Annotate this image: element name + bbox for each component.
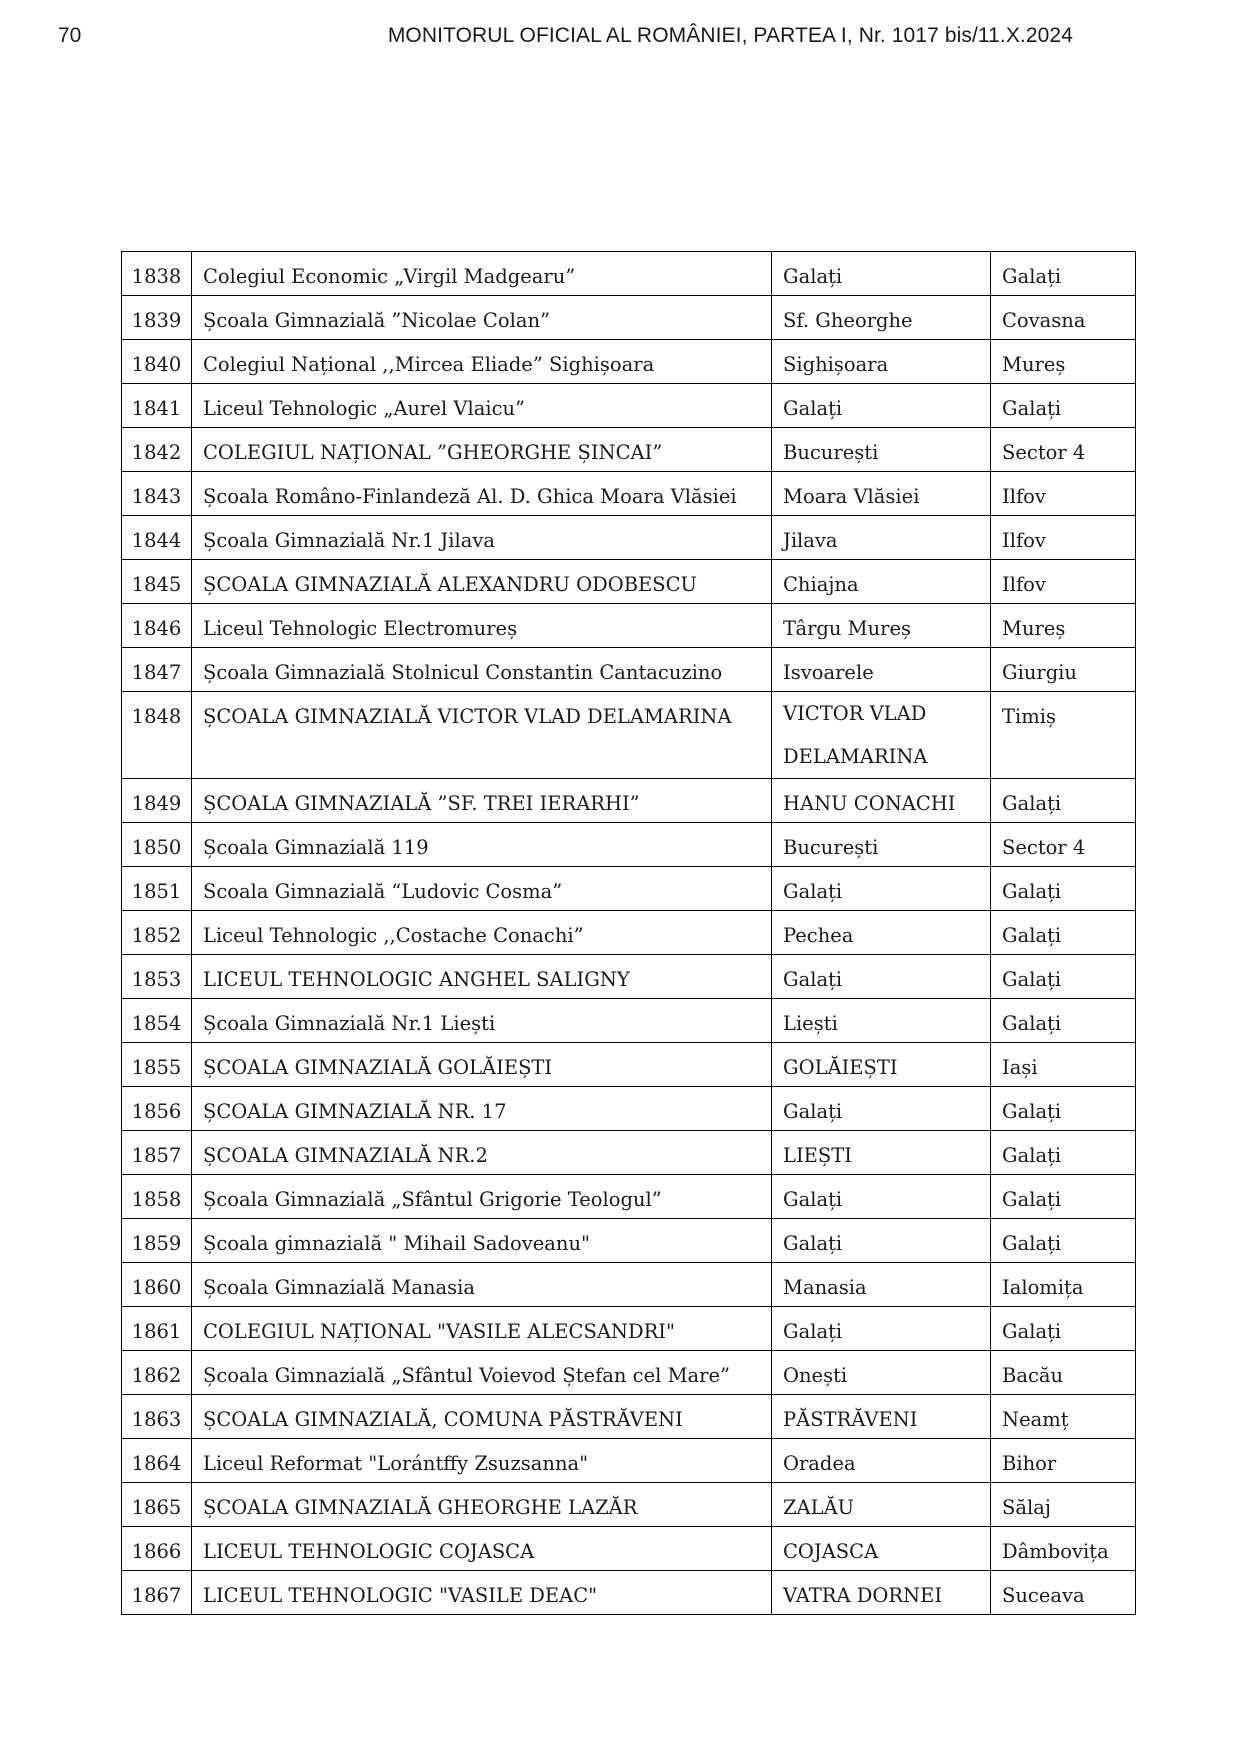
county-cell: Bacău xyxy=(991,1351,1136,1395)
table-row xyxy=(122,1439,1136,1483)
county-cell: Iași xyxy=(991,1043,1136,1087)
school-name-cell: ȘCOALA GIMNAZIALĂ GOLĂIEȘTI xyxy=(192,1043,772,1087)
locality-cell: VICTOR VLAD DELAMARINA xyxy=(772,692,991,779)
table-row xyxy=(122,1395,1136,1439)
county-cell: Galați xyxy=(991,252,1136,296)
county-cell: Sălaj xyxy=(991,1483,1136,1527)
school-name-cell: Colegiul Economic „Virgil Madgearu” xyxy=(192,252,772,296)
table-row xyxy=(122,823,1136,867)
school-name-cell: Școala Gimnazială „Sfântul Voievod Ștefan cel Mare” xyxy=(192,1351,772,1395)
county-cell: Galați xyxy=(991,1175,1136,1219)
table-row xyxy=(122,1483,1136,1527)
locality-cell: București xyxy=(772,823,991,867)
school-name-cell: Scoala Gimnazială “Ludovic Cosma” xyxy=(192,867,772,911)
table-row xyxy=(122,999,1136,1043)
county-cell: Mureș xyxy=(991,604,1136,648)
county-cell: Ilfov xyxy=(991,560,1136,604)
row-number-cell: 1847 xyxy=(122,648,192,692)
school-name-cell: Colegiul Național ,,Mircea Eliade” Sighișoara xyxy=(192,340,772,384)
table-row xyxy=(122,1131,1136,1175)
county-cell: Galați xyxy=(991,1087,1136,1131)
county-cell: Galați xyxy=(991,999,1136,1043)
school-name-cell: ȘCOALA GIMNAZIALĂ ALEXANDRU ODOBESCU xyxy=(192,560,772,604)
county-cell: Galați xyxy=(991,1219,1136,1263)
row-number-cell: 1861 xyxy=(122,1307,192,1351)
county-cell: Sector 4 xyxy=(991,428,1136,472)
locality-cell: Onești xyxy=(772,1351,991,1395)
table-row xyxy=(122,911,1136,955)
county-cell: Covasna xyxy=(991,296,1136,340)
table-row xyxy=(122,604,1136,648)
table-row xyxy=(122,1527,1136,1571)
row-number-cell: 1840 xyxy=(122,340,192,384)
locality-cell: PĂSTRĂVENI xyxy=(772,1395,991,1439)
row-number-cell: 1859 xyxy=(122,1219,192,1263)
locality-cell: COJASCA xyxy=(772,1527,991,1571)
row-number-cell: 1860 xyxy=(122,1263,192,1307)
school-name-cell: Școala Gimnazială Nr.1 Liești xyxy=(192,999,772,1043)
row-number-cell: 1855 xyxy=(122,1043,192,1087)
row-number-cell: 1862 xyxy=(122,1351,192,1395)
row-number-cell: 1863 xyxy=(122,1395,192,1439)
school-name-cell: ȘCOALA GIMNAZIALĂ VICTOR VLAD DELAMARINA xyxy=(192,692,772,779)
locality-cell: Oradea xyxy=(772,1439,991,1483)
locality-cell: Galați xyxy=(772,867,991,911)
table-body xyxy=(122,252,1136,1615)
school-name-cell: Școala Gimnazială Nr.1 Jilava xyxy=(192,516,772,560)
school-name-cell: ȘCOALA GIMNAZIALĂ NR. 17 xyxy=(192,1087,772,1131)
row-number-cell: 1841 xyxy=(122,384,192,428)
locality-cell: Galați xyxy=(772,1087,991,1131)
school-name-cell: LICEUL TEHNOLOGIC COJASCA xyxy=(192,1527,772,1571)
locality-cell: GOLĂIEȘTI xyxy=(772,1043,991,1087)
table-row xyxy=(122,1219,1136,1263)
table-row xyxy=(122,472,1136,516)
school-name-cell: Școala Româno-Finlandeză Al. D. Ghica Moara Vlăsiei xyxy=(192,472,772,516)
school-name-cell: Liceul Reformat "Lorántffy Zsuzsanna" xyxy=(192,1439,772,1483)
county-cell: Ialomița xyxy=(991,1263,1136,1307)
row-number-cell: 1853 xyxy=(122,955,192,999)
county-cell: Bihor xyxy=(991,1439,1136,1483)
row-number-cell: 1857 xyxy=(122,1131,192,1175)
table-row xyxy=(122,560,1136,604)
table-row xyxy=(122,1263,1136,1307)
school-name-cell: LICEUL TEHNOLOGIC ANGHEL SALIGNY xyxy=(192,955,772,999)
table-row xyxy=(122,340,1136,384)
row-number-cell: 1854 xyxy=(122,999,192,1043)
locality-cell: Liești xyxy=(772,999,991,1043)
locality-cell: VATRA DORNEI xyxy=(772,1571,991,1615)
locality-cell: Galați xyxy=(772,1175,991,1219)
locality-cell: Manasia xyxy=(772,1263,991,1307)
table-row xyxy=(122,955,1136,999)
county-cell: Neamț xyxy=(991,1395,1136,1439)
table-row xyxy=(122,779,1136,823)
locality-cell: Jilava xyxy=(772,516,991,560)
locality-cell: Galați xyxy=(772,1219,991,1263)
row-number-cell: 1848 xyxy=(122,692,192,779)
locality-cell: Moara Vlăsiei xyxy=(772,472,991,516)
row-number-cell: 1839 xyxy=(122,296,192,340)
county-cell: Galați xyxy=(991,911,1136,955)
county-cell: Sector 4 xyxy=(991,823,1136,867)
school-name-cell: Școala Gimnazială „Sfântul Grigorie Teologul” xyxy=(192,1175,772,1219)
table-row xyxy=(122,1175,1136,1219)
county-cell: Galați xyxy=(991,384,1136,428)
table-row xyxy=(122,1307,1136,1351)
row-number-cell: 1864 xyxy=(122,1439,192,1483)
locality-cell: Pechea xyxy=(772,911,991,955)
county-cell: Giurgiu xyxy=(991,648,1136,692)
school-name-cell: ȘCOALA GIMNAZIALĂ, COMUNA PĂSTRĂVENI xyxy=(192,1395,772,1439)
school-name-cell: Liceul Tehnologic „Aurel Vlaicu” xyxy=(192,384,772,428)
row-number-cell: 1852 xyxy=(122,911,192,955)
school-name-cell: Școala Gimnazială Stolnicul Constantin Cantacuzino xyxy=(192,648,772,692)
row-number-cell: 1842 xyxy=(122,428,192,472)
county-cell: Galați xyxy=(991,1131,1136,1175)
school-name-cell: COLEGIUL NAȚIONAL ”GHEORGHE ȘINCAI” xyxy=(192,428,772,472)
page-header: MONITORUL OFICIAL AL ROMÂNIEI, PARTEA I, Nr. 1017 bis/11.X.2024 xyxy=(387,24,1073,47)
school-name-cell: ȘCOALA GIMNAZIALĂ ”SF. TREI IERARHI” xyxy=(192,779,772,823)
table-row xyxy=(122,384,1136,428)
locality-cell: Sighișoara xyxy=(772,340,991,384)
county-cell: Dâmbovița xyxy=(991,1527,1136,1571)
row-number-cell: 1844 xyxy=(122,516,192,560)
table-row xyxy=(122,516,1136,560)
school-name-cell: COLEGIUL NAȚIONAL "VASILE ALECSANDRI" xyxy=(192,1307,772,1351)
table-row xyxy=(122,1571,1136,1615)
school-name-cell: Școala Gimnazială 119 xyxy=(192,823,772,867)
locality-cell: București xyxy=(772,428,991,472)
table-row xyxy=(122,1043,1136,1087)
row-number-cell: 1846 xyxy=(122,604,192,648)
school-name-cell: Școala Gimnazială ”Nicolae Colan” xyxy=(192,296,772,340)
table-row xyxy=(122,252,1136,296)
locality-cell: Galați xyxy=(772,384,991,428)
locality-cell: Târgu Mureș xyxy=(772,604,991,648)
table-row xyxy=(122,428,1136,472)
locality-cell: Sf. Gheorghe xyxy=(772,296,991,340)
county-cell: Mureș xyxy=(991,340,1136,384)
locality-cell: ZALĂU xyxy=(772,1483,991,1527)
row-number-cell: 1843 xyxy=(122,472,192,516)
table-row xyxy=(122,692,1136,779)
school-name-cell: ȘCOALA GIMNAZIALĂ GHEORGHE LAZĂR xyxy=(192,1483,772,1527)
county-cell: Suceava xyxy=(991,1571,1136,1615)
row-number-cell: 1865 xyxy=(122,1483,192,1527)
locality-cell: LIEȘTI xyxy=(772,1131,991,1175)
table-row xyxy=(122,648,1136,692)
county-cell: Timiș xyxy=(991,692,1136,779)
schools-table xyxy=(121,251,1136,1615)
row-number-cell: 1851 xyxy=(122,867,192,911)
table-row xyxy=(122,296,1136,340)
locality-cell: Galați xyxy=(772,1307,991,1351)
row-number-cell: 1856 xyxy=(122,1087,192,1131)
school-name-cell: Școala gimnazială " Mihail Sadoveanu" xyxy=(192,1219,772,1263)
school-name-cell: LICEUL TEHNOLOGIC "VASILE DEAC" xyxy=(192,1571,772,1615)
row-number-cell: 1866 xyxy=(122,1527,192,1571)
locality-cell: HANU CONACHI xyxy=(772,779,991,823)
county-cell: Ilfov xyxy=(991,472,1136,516)
county-cell: Galați xyxy=(991,867,1136,911)
table-row xyxy=(122,867,1136,911)
row-number-cell: 1858 xyxy=(122,1175,192,1219)
locality-cell: Galați xyxy=(772,252,991,296)
school-name-cell: Școala Gimnazială Manasia xyxy=(192,1263,772,1307)
row-number-cell: 1845 xyxy=(122,560,192,604)
county-cell: Galați xyxy=(991,1307,1136,1351)
page-number: 70 xyxy=(58,24,82,47)
locality-cell: Chiajna xyxy=(772,560,991,604)
locality-cell: Isvoarele xyxy=(772,648,991,692)
school-name-cell: Liceul Tehnologic ,,Costache Conachi” xyxy=(192,911,772,955)
school-name-cell: Liceul Tehnologic Electromureș xyxy=(192,604,772,648)
school-name-cell: ȘCOALA GIMNAZIALĂ NR.2 xyxy=(192,1131,772,1175)
row-number-cell: 1849 xyxy=(122,779,192,823)
county-cell: Ilfov xyxy=(991,516,1136,560)
row-number-cell: 1850 xyxy=(122,823,192,867)
row-number-cell: 1867 xyxy=(122,1571,192,1615)
locality-cell: Galați xyxy=(772,955,991,999)
county-cell: Galați xyxy=(991,955,1136,999)
county-cell: Galați xyxy=(991,779,1136,823)
table-row xyxy=(122,1351,1136,1395)
row-number-cell: 1838 xyxy=(122,252,192,296)
table-row xyxy=(122,1087,1136,1131)
